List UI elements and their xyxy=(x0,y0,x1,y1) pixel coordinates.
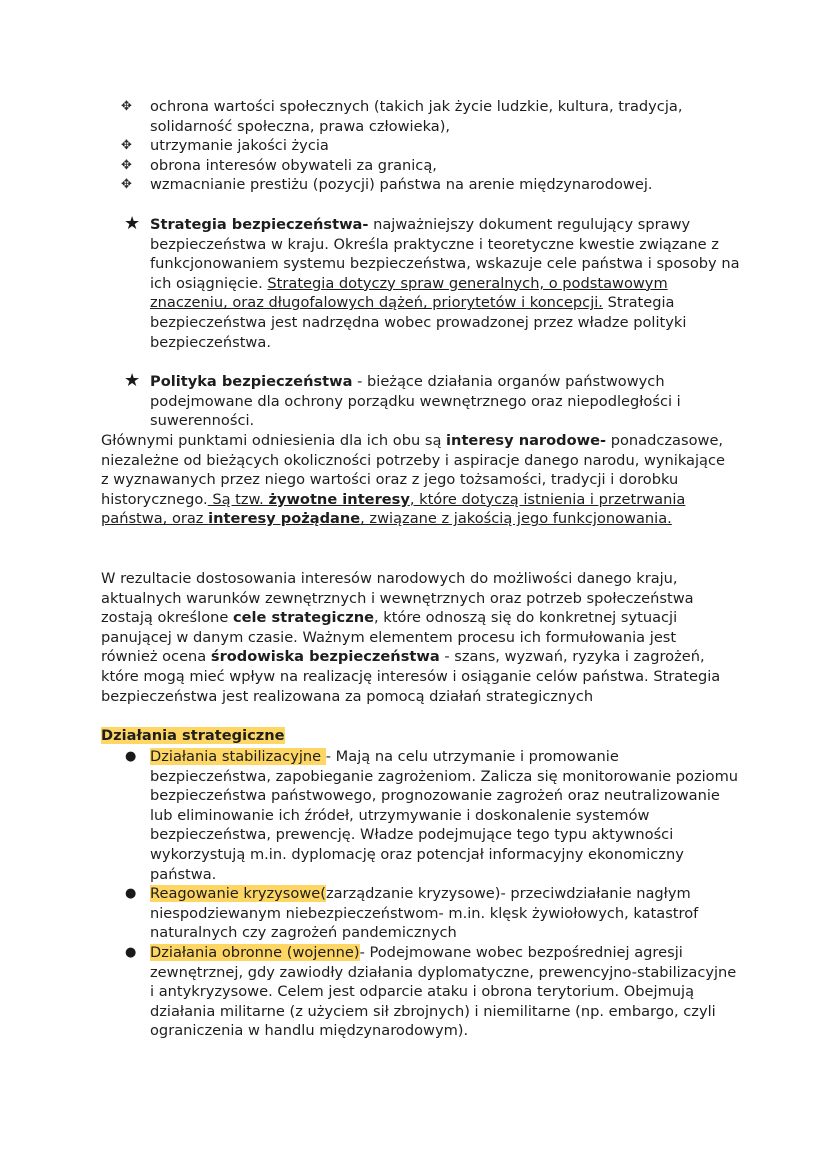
action-crisis-response xyxy=(101,884,741,943)
list-item xyxy=(101,97,741,136)
diamond-bullet-icon: ✥ xyxy=(121,99,132,114)
list-item-text: obrona interesów obywateli za granicą, xyxy=(150,156,437,174)
star-bullet-icon: ★ xyxy=(124,370,141,392)
action-term: Działania stabilizacyjne xyxy=(150,748,326,765)
actions-bullet-list xyxy=(101,747,741,1041)
text-run: Są tzw. xyxy=(207,490,269,508)
bold-term: cele strategiczne xyxy=(233,609,374,627)
bold-term: interesy narodowe- xyxy=(446,432,607,449)
list-item-text: wzmacnianie prestiżu (pozycji) państwa na arenie międzynarodowej. xyxy=(150,176,653,194)
text-run: W rezultacie dostosowania interesów narodowych do możliwości danego kraju, aktualnych warunków zewnętrznych i wewnętrznych oraz potrzeb społeczeństwa zostają określone xyxy=(101,570,694,627)
policy-text: - bieżące działania organów państwowych podejmowane dla ochrony porządku wewnętrznego oraz niepodległości i suwerenności. xyxy=(150,373,681,430)
policy-term: Polityka bezpieczeństwa xyxy=(150,373,353,391)
interests-paragraph xyxy=(101,431,731,529)
dot-bullet-icon: ● xyxy=(125,886,137,902)
strategy-definition xyxy=(101,215,741,352)
star-bullet-icon: ★ xyxy=(124,213,141,234)
bold-term: żywotne interesy xyxy=(268,490,410,508)
list-item xyxy=(101,175,741,195)
diamond-bullet-icon: ✥ xyxy=(121,138,132,154)
list-item xyxy=(101,136,741,156)
bold-term: środowiska bezpieczeństwa xyxy=(210,648,440,666)
text-run: , które dotyczą istnienia i przetrwania państwa, oraz xyxy=(101,490,686,528)
section-heading xyxy=(101,726,731,746)
list-item xyxy=(101,156,741,176)
values-bullet-list xyxy=(101,97,741,195)
text-run: ponadczasowe, niezależne od bieżących okoliczności potrzeby i aspiracje danego narodu, wynikające z wyznawanych przez niego wartości oraz z jego tożsamości, tradycji i dorobku historycznego. xyxy=(101,432,725,508)
action-term: Działania obronne (wojenne) xyxy=(150,943,360,961)
strategy-underlined: Strategia dotyczy spraw generalnych, o podstawowym znaczeniu, oraz długofalowych dążeń, priorytetów i koncepcji. xyxy=(150,274,668,312)
text-run: , które odnoszą się do konkretnej sytuacji panującej w danym czasie. Ważnym elementem procesu ich formułowania jest również ocena xyxy=(101,609,678,666)
text-run: - szans, wyzwań, ryzyka i zagrożeń, które mogą mieć wpływ na realizację interesów i osiąganie celów państwa. Strategia bezpieczeństwa jest realizowana za pomocą działań strategicznych xyxy=(101,648,721,705)
action-text: - Mają na celu utrzymanie i promowanie bezpieczeństwa, zapobieganie zagrożeniom. Zalicza się monitorowanie poziomu bezpieczeństwa państwowego, prognozowanie zagrożeń oraz neutralizowanie lub eliminowanie ich źródeł, utrzymywanie i doskonalenie systemów bezpieczeństwa, prewencję. Władze podejmujące tego typu aktywności wykorzystują m.in. dyplomację oraz potencjał informacyjny ekonomiczny państwa. xyxy=(150,748,739,883)
strategy-outro: Strategia bezpieczeństwa jest nadrzędna wobec prowadzonej przez władze polityki bezpieczeństwa. xyxy=(150,294,687,351)
list-item-text: ochrona wartości społecznych (takich jak życie ludzkie, kultura, tradycja, solidarność społeczna, prawa człowieka), xyxy=(150,98,683,135)
dot-bullet-icon: ● xyxy=(125,944,137,960)
actions-heading: Działania strategiczne xyxy=(101,727,285,744)
action-term: Reagowanie kryzysowe( xyxy=(150,885,326,903)
action-defense xyxy=(101,943,741,1041)
bold-term: interesy pożądane xyxy=(208,510,361,528)
list-item-text: utrzymanie jakości życia xyxy=(150,137,329,155)
text-run: Głównymi punktami odniesienia dla ich obu są xyxy=(101,432,447,449)
definitions-star-list xyxy=(101,215,741,451)
goals-paragraph xyxy=(101,569,731,706)
strategy-term: Strategia bezpieczeństwa- xyxy=(150,216,369,233)
action-text: zarządzanie kryzysowe)- przeciwdziałanie nagłym niespodziewanym niebezpieczeństwom- m.in. klęsk żywiołowych, katastrof naturalnych czy zagrożeń pandemicznych xyxy=(150,885,699,942)
dot-bullet-icon: ● xyxy=(125,749,137,764)
diamond-bullet-icon: ✥ xyxy=(121,177,132,193)
action-stabilization xyxy=(101,747,741,884)
action-text: - Podejmowane wobec bezpośredniej agresji zewnętrznej, gdy zawiodły działania dyplomatyczne, prewencyjno-stabilizacyjne i antykryzysowe. Celem jest odparcie ataku i obrona terytorium. Obejmują działania militarne (z użyciem sił zbrojnych) i niemilitarne (np. embargo, czyli ograniczenia w handlu międzynarodowym). xyxy=(150,943,737,1040)
diamond-bullet-icon: ✥ xyxy=(121,157,132,173)
text-run: , związane z jakością jego funkcjonowania. xyxy=(360,510,672,528)
policy-definition xyxy=(101,372,741,431)
strategy-intro: najważniejszy dokument regulujący sprawy bezpieczeństwa w kraju. Określa praktyczne i teoretyczne kwestie związane z funkcjonowaniem systemu bezpieczeństwa, wskazuje cele państwa i sposoby na ich osiągnięcie. xyxy=(150,216,740,292)
